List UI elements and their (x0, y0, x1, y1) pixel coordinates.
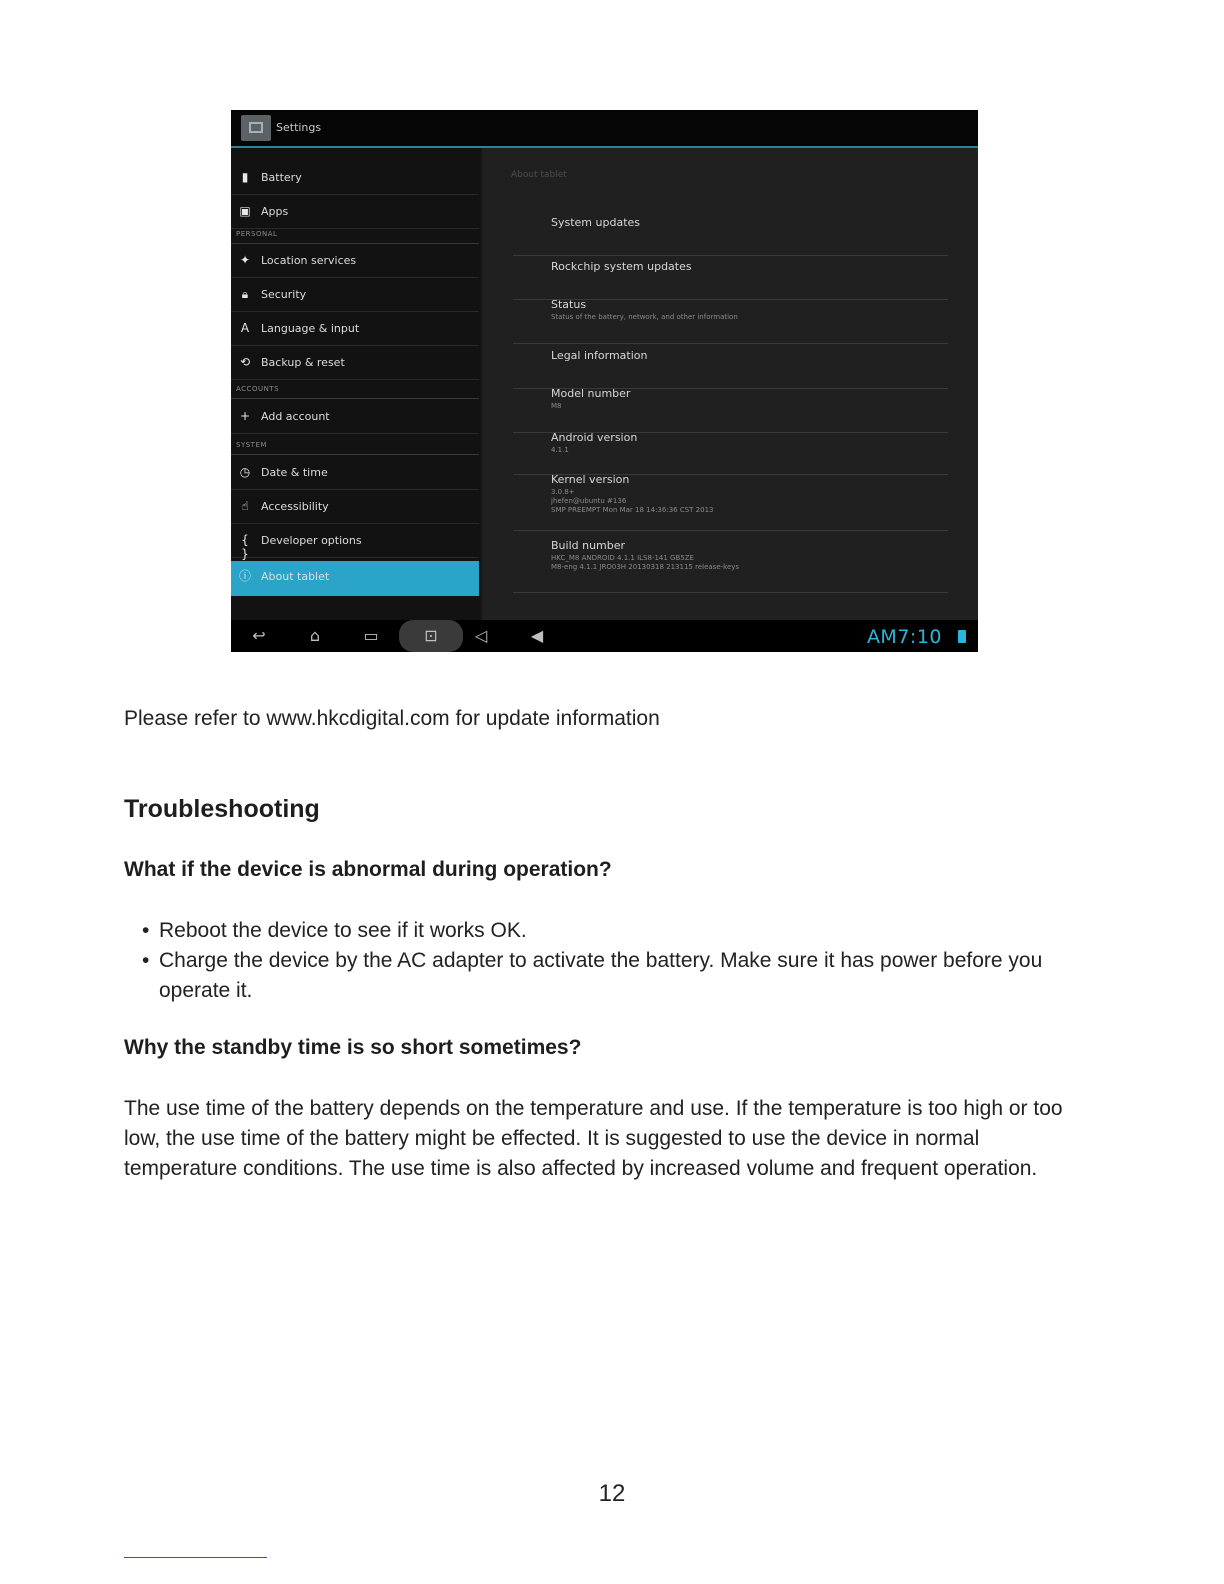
section-heading: Troubleshooting (124, 795, 320, 823)
setting-title: Model number (551, 387, 631, 400)
setting-status[interactable] (513, 298, 948, 344)
recent-apps-icon[interactable]: ▭ (363, 626, 379, 645)
action-bar (231, 110, 978, 148)
setting-value: HKC_M8 ANDROID 4.1.1 ILS8-141 GB5ZE (551, 554, 694, 562)
info-icon: ⓘ (238, 569, 251, 583)
sidebar-item-label: Security (261, 288, 307, 301)
home-icon[interactable]: ⌂ (309, 626, 321, 645)
lock-icon: 🔒︎ (241, 287, 249, 301)
sidebar-item-label: Apps (261, 205, 289, 218)
setting-system-updates[interactable] (513, 216, 948, 256)
setting-model-number (513, 387, 948, 433)
clock-icon: ◷ (239, 465, 251, 479)
sidebar-item-date-time[interactable] (231, 457, 479, 490)
sidebar-item-label: Date & time (261, 466, 328, 479)
setting-legal-information[interactable] (513, 349, 948, 389)
list-item: • Reboot the device to see if it works OK. (124, 916, 1084, 946)
sidebar-item-apps[interactable] (231, 196, 479, 229)
sidebar-item-label: Backup & reset (261, 356, 345, 369)
list-item: • Charge the device by the AC adapter to activate the battery. Make sure it has power before you operate it. (124, 946, 1084, 1006)
refer-paragraph: Please refer to www.hkcdigital.com for update information (124, 707, 660, 730)
location-icon: ✦ (239, 253, 251, 267)
battery-status-icon (958, 630, 966, 643)
add-icon: + (239, 409, 251, 423)
sidebar-item-accessibility[interactable] (231, 491, 479, 524)
footnote-divider (124, 1557, 267, 1558)
setting-title: Android version (551, 431, 638, 444)
sidebar-item-label: Add account (261, 410, 330, 423)
setting-rockchip-updates[interactable] (513, 260, 948, 300)
question-heading: Why the standby time is so short sometimes? (124, 1036, 582, 1059)
setting-title: Legal information (551, 349, 648, 362)
sidebar-item-label: Developer options (261, 534, 362, 547)
volume-down-icon[interactable]: ◁ (474, 626, 488, 645)
settings-sidebar (231, 148, 481, 620)
sidebar-item-developer-options[interactable] (231, 525, 479, 561)
about-tablet-pane (483, 148, 978, 620)
bullet-list (124, 916, 1084, 1006)
apps-icon: ▣ (239, 204, 251, 218)
setting-value: 3.0.8+ (551, 488, 575, 496)
volume-up-icon[interactable]: ◀︎ (530, 626, 544, 645)
setting-value: jhefen@ubuntu #136 (551, 497, 627, 505)
section-personal: PERSONAL (236, 230, 278, 238)
setting-title: Rockchip system updates (551, 260, 692, 273)
answer-paragraph: The use time of the battery depends on the temperature and use. If the temperature is too high or too low, the use time of the battery might be effected. It is suggested to use the device in normal temperature conditions. The use time is also affected by increased volume and frequent operation. (124, 1097, 1063, 1180)
sidebar-item-label: Accessibility (261, 500, 329, 513)
backup-icon: ⟲ (239, 355, 251, 369)
sidebar-item-label: Battery (261, 171, 302, 184)
question-heading: What if the device is abnormal during operation? (124, 858, 612, 881)
setting-value: SMP PREEMPT Mon Mar 18 14:36:36 CST 2013 (551, 506, 714, 514)
back-icon[interactable]: ↩ (252, 626, 266, 645)
section-system: SYSTEM (236, 441, 267, 449)
pane-header: About tablet (511, 170, 567, 180)
setting-value: 4.1.1 (551, 446, 569, 454)
setting-summary: Status of the battery, network, and other information (551, 313, 738, 321)
setting-android-version[interactable] (513, 431, 948, 475)
sidebar-item-label: Language & input (261, 322, 360, 335)
setting-title: System updates (551, 216, 641, 229)
sidebar-item-battery[interactable] (231, 162, 479, 195)
developer-icon: { } (241, 533, 249, 561)
app-title: Settings (276, 121, 322, 134)
section-accounts: ACCOUNTS (236, 385, 280, 393)
sidebar-item-add-account[interactable] (231, 401, 479, 434)
battery-icon: ▮ (241, 170, 249, 184)
accessibility-icon: ☝ (241, 499, 249, 513)
sidebar-item-label: About tablet (261, 570, 330, 583)
sidebar-item-backup[interactable] (231, 347, 479, 380)
page-number: 12 (598, 1480, 626, 1507)
sidebar-item-about-tablet[interactable] (231, 561, 479, 596)
setting-kernel-version (513, 473, 948, 531)
setting-build-number[interactable] (513, 539, 948, 593)
setting-title: Build number (551, 539, 626, 552)
sidebar-item-label: Location services (261, 254, 357, 267)
setting-value: M8 (551, 402, 562, 410)
screenshot-icon[interactable]: ⊡ (399, 620, 463, 652)
setting-title: Status (551, 298, 587, 311)
language-icon: A (240, 321, 250, 335)
setting-value: M8-eng 4.1.1 JRO03H 20130318 213115 release-keys (551, 563, 740, 571)
system-navigation-bar (231, 620, 978, 652)
sidebar-item-security[interactable] (231, 279, 479, 312)
status-clock: AM7:10 (866, 626, 942, 648)
settings-screenshot (231, 110, 978, 652)
sidebar-item-language[interactable] (231, 313, 479, 346)
sidebar-item-location[interactable] (231, 245, 479, 278)
settings-icon (241, 115, 271, 141)
setting-title: Kernel version (551, 473, 630, 486)
